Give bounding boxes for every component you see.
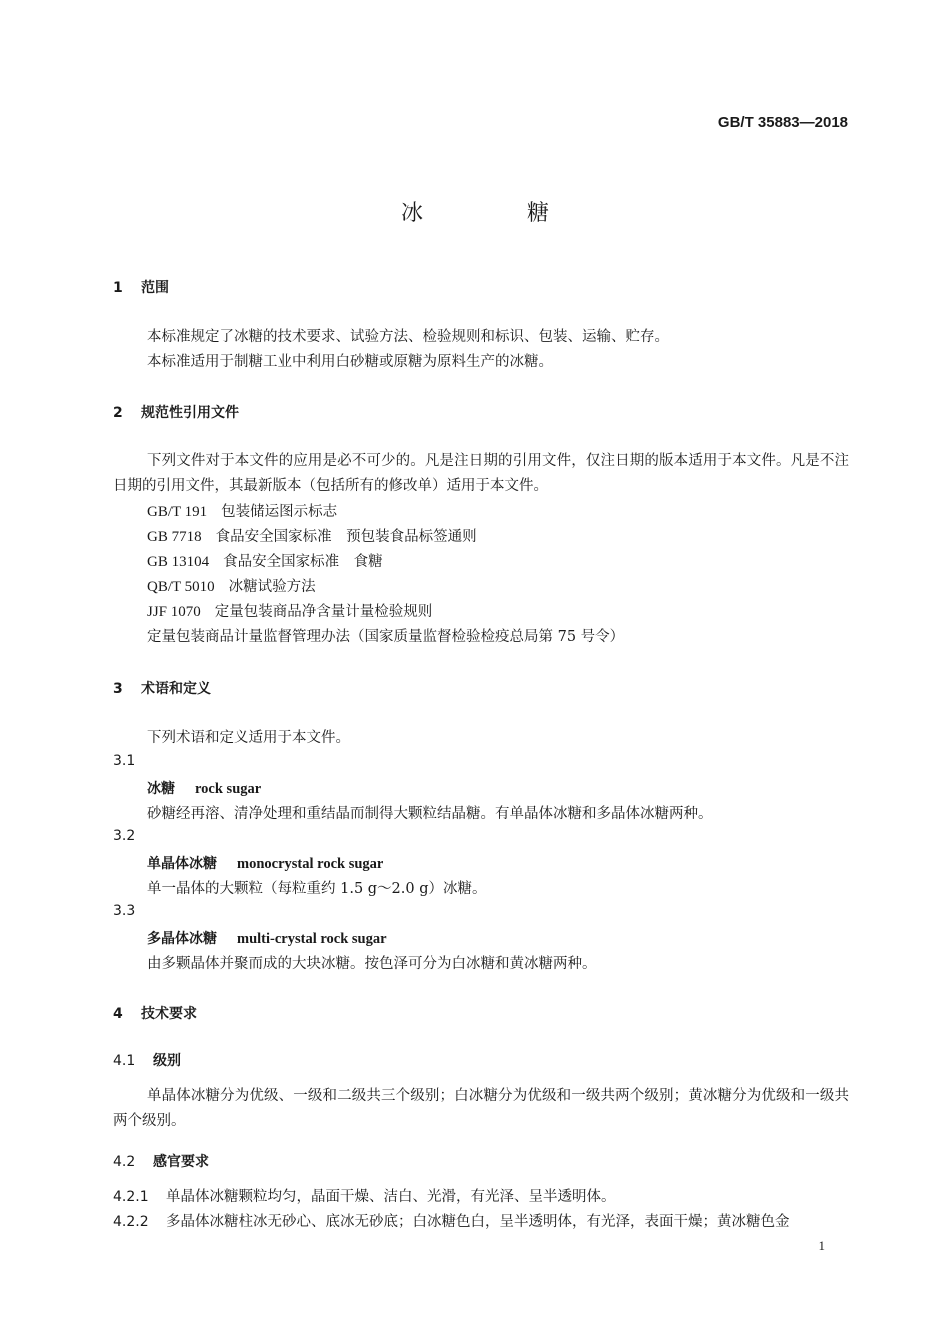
page-number: 1 [818,1238,825,1253]
reference-title: 包装储运图示标志 [221,504,338,520]
term-definition: 由多颗晶体并聚而成的大块冰糖。按色泽可分为白冰糖和黄冰糖两种。 [147,956,597,972]
paragraph: 单晶体冰糖分为优级、一级和二级共三个级别；白冰糖分为优级和一级共两个级别；黄冰糖分为优级和一级共两个级别。 [113,1088,849,1129]
term-title [147,778,261,798]
term-en: rock sugar [195,781,262,797]
subsection-title: 感官要求 [153,1154,209,1170]
reference-item [147,550,383,571]
reference-item [147,500,337,521]
clause-number: 4.2.1 [113,1189,149,1205]
section-title: 规范性引用文件 [141,405,239,421]
term-number: 3.3 [113,903,136,919]
subsection-4-1-heading [113,1050,181,1070]
reference-item [147,575,316,596]
reference-code: GB 13104 [147,554,210,570]
reference-title: 定量包装商品净含量计量检验规则 [214,604,433,620]
paragraph: 下列文件对于本文件的应用是必不可少的。凡是注日期的引用文件，仅注日期的版本适用于本文件。凡是不注日期的引用文件，其最新版本（包括所有的修改单）适用于本文件。 [113,453,849,494]
term-number: 3.1 [113,753,136,769]
term-zh: 冰糖 [147,781,175,797]
section-title: 技术要求 [141,1006,197,1022]
reference-code: QB/T 5010 [147,579,215,595]
term-en: monocrystal rock sugar [237,856,384,872]
section-title: 术语和定义 [141,681,211,697]
paragraph: 本标准适用于制糖工业中利用白砂糖或原糖为原料生产的冰糖。 [147,354,553,370]
standard-number: GB/T 35883—2018 [717,114,848,131]
section-number: 2 [113,405,123,421]
document-title: 冰糖 [400,201,653,226]
section-number: 4 [113,1006,123,1022]
paragraph: 下列术语和定义适用于本文件。 [147,730,350,746]
term-en: multi-crystal rock sugar [237,931,387,947]
clause [113,1210,790,1231]
section-3-heading [113,678,211,698]
section-2-heading [113,402,239,422]
term-definition: 砂糖经再溶、清净处理和重结晶而制得大颗粒结晶糖。有单晶体冰糖和多晶体冰糖两种。 [147,806,713,822]
term-zh: 单晶体冰糖 [147,856,217,872]
paragraph: 本标准规定了冰糖的技术要求、试验方法、检验规则和标识、包装、运输、贮存。 [147,329,669,345]
reference-item [147,600,432,621]
section-4-heading [113,1003,197,1023]
reference-title: 食品安全国家标准 食糖 [223,554,383,570]
reference-title: 冰糖试验方法 [228,579,316,595]
term-title [147,853,383,873]
term-title [147,928,387,948]
subsection-4-2-heading [113,1151,209,1171]
section-number: 3 [113,681,123,697]
section-title: 范围 [141,280,169,296]
term-zh: 多晶体冰糖 [147,931,217,947]
clause-number: 4.2.2 [113,1214,149,1230]
clause [113,1185,616,1206]
section-number: 1 [113,280,123,296]
reference-item [147,525,477,546]
subsection-title: 级别 [153,1053,181,1069]
subsection-number: 4.1 [113,1053,136,1069]
reference-item: 定量包装商品计量监督管理办法（国家质量监督检验检疫总局第 75 号令） [147,629,625,645]
subsection-number: 4.2 [113,1154,136,1170]
reference-code: GB 7718 [147,529,202,545]
reference-code: GB/T 191 [147,504,208,520]
term-definition: 单一晶体的大颗粒（每粒重约 1.5 g～2.0 g）冰糖。 [147,881,487,897]
clause-text: 多晶体冰糖柱冰无砂心、底冰无砂底；白冰糖色白，呈半透明体，有光泽，表面干燥；黄冰糖色金 [166,1214,790,1230]
section-1-heading [113,277,169,297]
clause-text: 单晶体冰糖颗粒均匀，晶面干燥、洁白、光滑，有光泽、呈半透明体。 [166,1189,616,1205]
reference-title: 食品安全国家标准 预包装食品标签通则 [215,529,477,545]
reference-code: JJF 1070 [147,604,201,620]
term-number: 3.2 [113,828,136,844]
